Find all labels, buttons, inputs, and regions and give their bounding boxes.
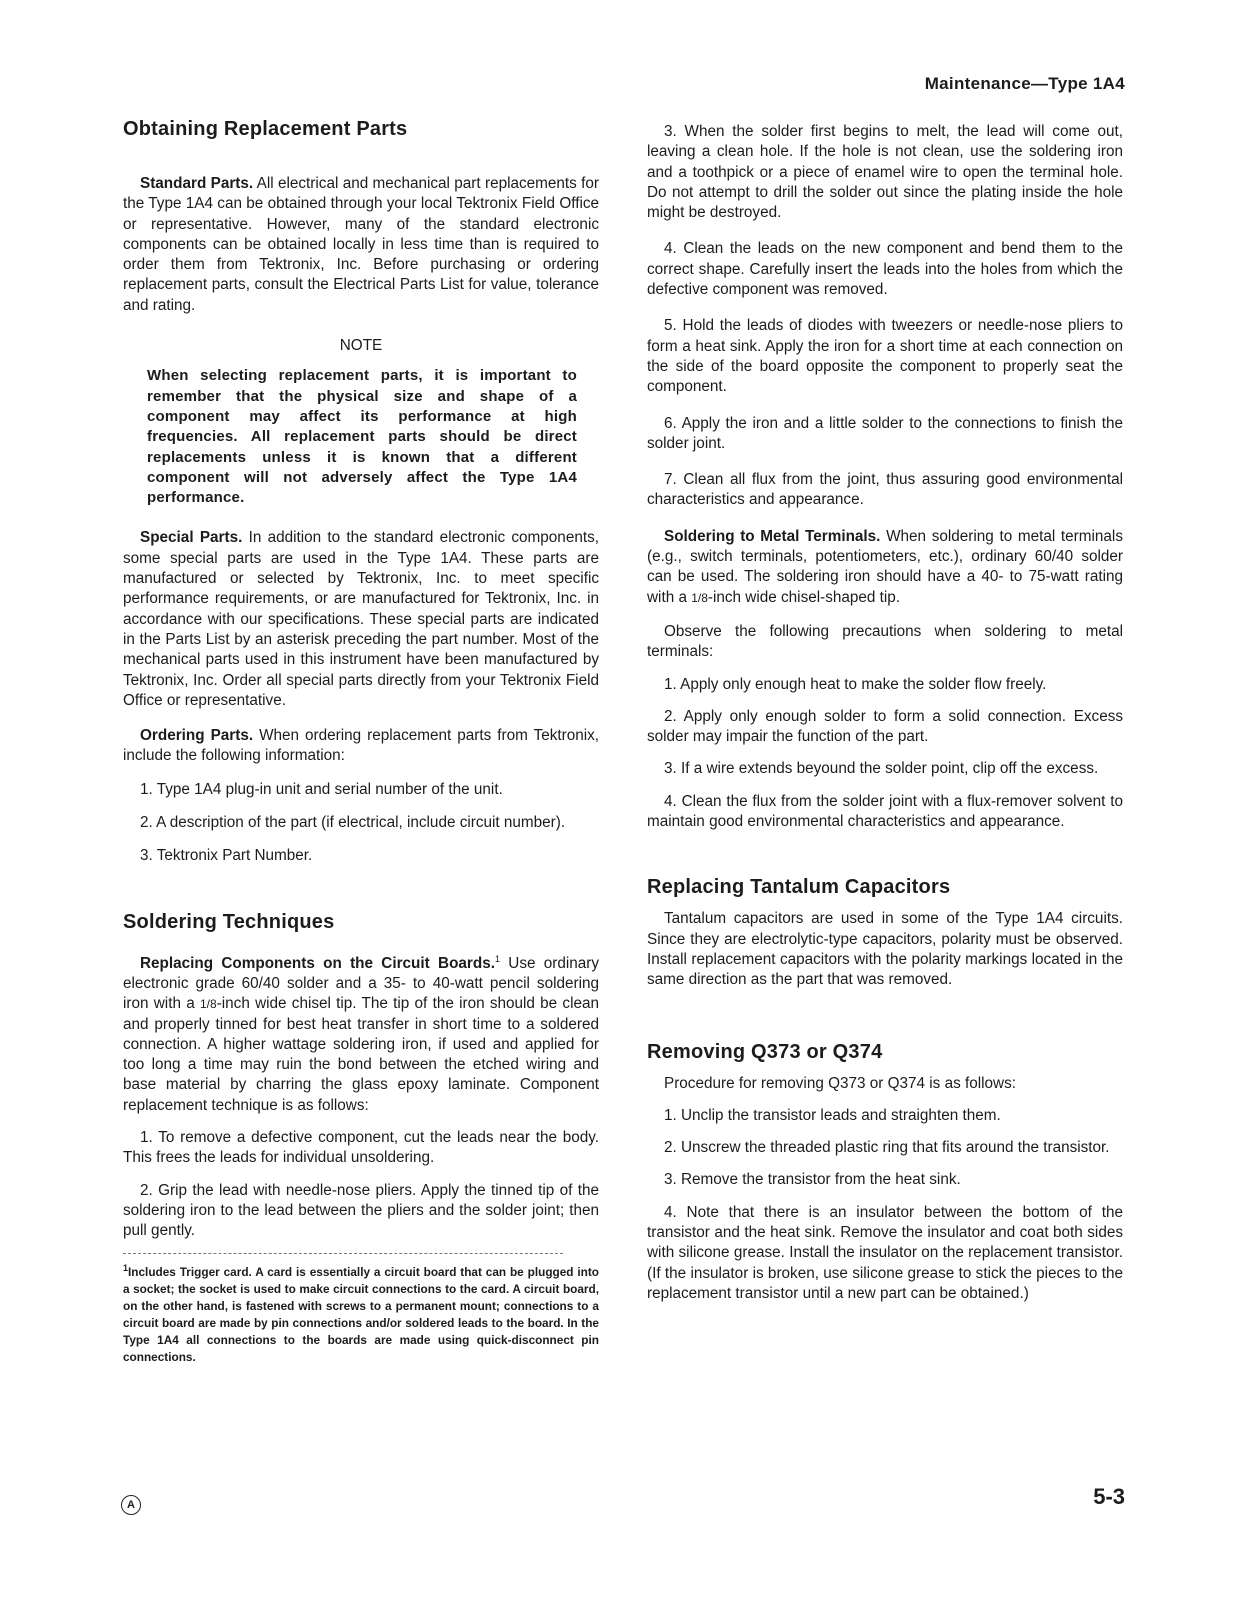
procedure-item: 2. Unscrew the threaded plastic ring that fits around the transistor. — [664, 1139, 1110, 1157]
run-in-metal-terminals: Soldering to Metal Terminals. — [664, 527, 881, 545]
page-number: 5-3 — [1093, 1484, 1125, 1509]
running-header: Maintenance—Type 1A4 — [924, 74, 1125, 93]
heading-removing-q373-q374: Removing Q373 or Q374 — [647, 1040, 883, 1063]
run-in-standard-parts: Standard Parts. — [140, 175, 254, 192]
step-item: 7. Clean all flux from the joint, thus assuring good environmental characteristics and appearance. — [647, 471, 1123, 509]
paragraph-ordering-parts: Ordering Parts. When ordering replacement parts from Tektronix, include the following information: — [123, 727, 600, 765]
precaution-item: 3. If a wire extends beyound the solder point, clip off the excess. — [664, 760, 1099, 778]
step-item: 3. When the solder first begins to melt, the lead will come out, leaving a clean hole. If the hole is not clean, use the soldering iron and a toothpick or a piece of enamel wire to open the terminal hole. Do not attempt to drill the solder out since the plating inside the hole might be destroyed. — [647, 123, 1123, 222]
procedure-item: 4. Note that there is an insulator between the bottom of the transistor and the heat sink. Remove the insulator and coat both sides with silicone grease. Install the insulator on the replacement transistor. (If the insulator is broken, use silicone grease to stick the pieces to the replacement transistor until a new part can be obtained.) — [647, 1203, 1123, 1302]
note-title: NOTE — [339, 337, 383, 355]
paragraph-q-intro: Procedure for removing Q373 or Q374 is as follows: — [664, 1074, 1016, 1092]
note-text: When selecting replacement parts, it is important to remember that the physical size and shape of a component may affect its performance at high frequencies. All replacement parts should be direct replacements unless it is known that a different component will not adversely affect the Type 1A4 performance. — [147, 367, 577, 507]
paragraph-metal-terminals: Soldering to Metal Terminals. When soldering to metal terminals (e.g., switch terminals, potentiometers, etc.), ordinary 60/40 solder can be used. The soldering iron should have a 40- to 75-watt rating with a 1/8-inch wide chisel-shaped tip. — [647, 527, 1123, 606]
revision-mark-icon: A — [121, 1495, 141, 1515]
precaution-item: 1. Apply only enough heat to make the solder flow freely. — [664, 675, 1047, 693]
paragraph-special-parts: Special Parts. In addition to the standard electronic components, some special parts are used in the Type 1A4. These parts are manufactured or selected by Tektronix, Inc. to meet specific performance requirements, or are manufactured for Tektronix, Inc. in accordance with our specifications. These special parts are indicated in the Parts List by an asterisk preceding the part number. Most of the mechanical parts used in this instrument have been manufactured by Tektronix, Inc. Order all special parts directly from your Tektronix Field Office or representative. — [123, 529, 599, 709]
paragraph-standard-parts: Standard Parts. All electrical and mechanical part replacements for the Type 1A4 can be obtained through your local Tektronix Field Office or representative. However, many of the standard electronic components can be obtained locally in less time than is required to order them from Tektronix, Inc. Before purchasing or ordering replacement parts, consult the Electrical Parts List for value, tolerance and rating. — [123, 175, 599, 314]
paragraph-tantalum: Tantalum capacitors are used in some of the Type 1A4 circuits. Since they are electrolytic-type capacitors, polarity must be observed. Install replacement capacitors with the polarity markings located in the same direction as the part that was removed. — [647, 910, 1123, 989]
ordering-item: 1. Type 1A4 plug-in unit and serial number of the unit. — [140, 780, 503, 798]
paragraph-observe: Observe the following precautions when soldering to metal terminals: — [647, 622, 1123, 661]
ordering-item: 3. Tektronix Part Number. — [140, 847, 313, 865]
procedure-item: 3. Remove the transistor from the heat sink. — [664, 1171, 961, 1189]
fraction: 1/8 — [691, 590, 708, 605]
precaution-item: 4. Clean the flux from the solder joint with a flux-remover solvent to maintain good environmental characteristics and appearance. — [647, 792, 1123, 831]
footnote-divider — [123, 1253, 563, 1254]
precaution-item: 2. Apply only enough solder to form a solid connection. Excess solder may impair the function of the part. — [647, 707, 1123, 746]
footnote-marker: 1 — [123, 1263, 129, 1274]
step-item: 2. Grip the lead with needle-nose pliers. Apply the tinned tip of the soldering iron to the lead between the pliers and the solder joint; then pull gently. — [123, 1181, 599, 1240]
fraction: 1/8 — [199, 997, 217, 1012]
heading-replacing-tantalum-capacitors: Replacing Tantalum Capacitors — [647, 876, 951, 899]
step-item: 6. Apply the iron and a little solder to the connections to finish the solder joint. — [647, 414, 1123, 452]
run-in-replacing-components: Replacing Components on the Circuit Boards. — [140, 954, 495, 972]
heading-obtaining-replacement-parts: Obtaining Replacement Parts — [123, 118, 408, 140]
step-item: 1. To remove a defective component, cut the leads near the body. This frees the leads for individual unsoldering. — [123, 1128, 599, 1167]
step-item: 4. Clean the leads on the new component and bend them to the correct shape. Carefully insert the leads into the holes from which the defective component was removed. — [647, 240, 1123, 299]
procedure-item: 1. Unclip the transistor leads and straighten them. — [664, 1106, 1001, 1124]
left-column — [123, 118, 599, 1366]
ordering-item: 2. A description of the part (if electrical, include circuit number). — [140, 814, 566, 832]
footnote: $^1$Includes Trigger card. A card is essentially a circuit board that can be plugged into a socket; the socket is used to make circuit connections to the card. A circuit board, on the other hand, is fastened with screws to a permanent mount; connections to a circuit board are made by pin connections and/or soldered leads to the board. In the Type 1A4 all connections to the boards are made using quick-disconnect pin connections. — [123, 1263, 599, 1365]
step-item: 5. Hold the leads of diodes with tweezers or needle-nose pliers to form a heat sink. Apply the iron for a short time at each connection on the side of the board opposite the component to properly seat the component. — [647, 317, 1123, 396]
run-in-special-parts: Special Parts. — [140, 529, 243, 547]
run-in-ordering-parts: Ordering Parts. — [140, 727, 254, 745]
right-column — [647, 118, 1123, 1304]
paragraph-replacing-components: Replacing Components on the Circuit Boards.$^1$ Use ordinary electronic grade 60/40 solder and a 35- to 40-watt pencil soldering iron with a 1/8-inch wide chisel tip. The tip of the iron should be clean and properly tinned for best heat transfer in short time to a soldered connection. A higher wattage soldering iron, if used and applied for too long a time may ruin the bond between the etched wiring and base material by charring the glass epoxy laminate. Component replacement technique is as follows: — [123, 953, 600, 1114]
heading-soldering-techniques: Soldering Techniques — [123, 910, 335, 933]
footnote-ref: 1 — [494, 953, 500, 964]
